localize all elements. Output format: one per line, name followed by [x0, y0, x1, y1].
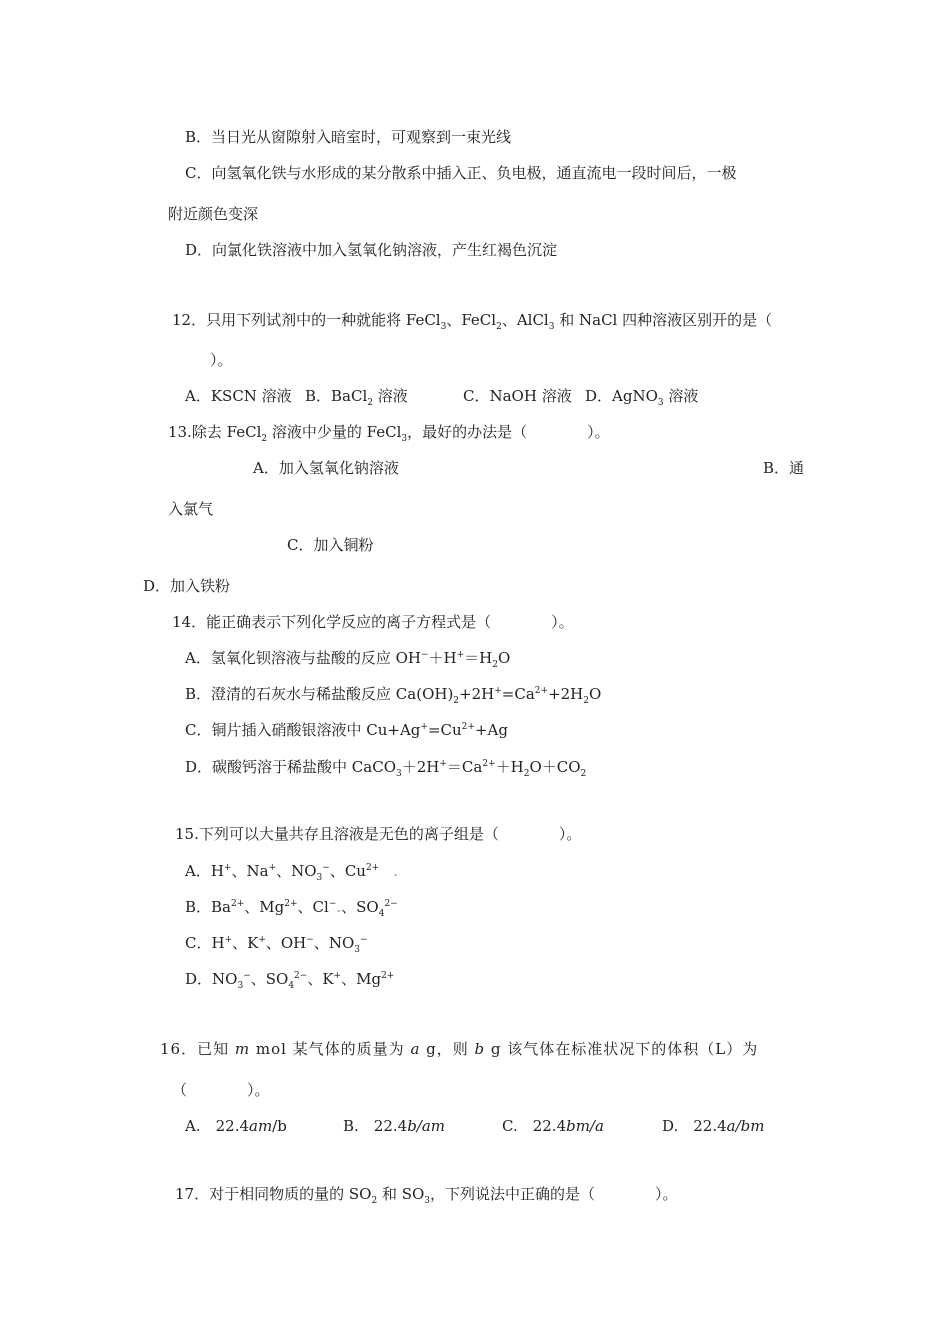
q16-stem-end: （ ）。: [172, 1081, 270, 1099]
q15-stem: 15.下列可以大量共存且溶液是无色的离子组是（ ）。: [175, 825, 582, 843]
q12-option-c: C．NaOH 溶液: [463, 387, 572, 405]
q14-option-d: D．碳酸钙溶于稀盐酸中 $CaCO_3+2H^+=Ca^{2+}+H_2O+CO_2$: [185, 758, 587, 779]
q13-option-c: C．加入铜粉: [287, 536, 374, 554]
q14-stem: 14．能正确表示下列化学反应的离子方程式是（ ）。: [172, 613, 574, 631]
q16-option-b: B. 22.4b/am: [343, 1117, 446, 1135]
q13-option-b-line1: B．通: [763, 459, 805, 477]
q13-option-b-line2: 入氯气: [168, 500, 214, 518]
q12-option-a: A．KSCN 溶液: [185, 387, 292, 405]
q13-stem: 13.除去 FeCl$_2$ 溶液中少量的 FeCl$_3$，最好的办法是（ ）。: [168, 423, 610, 444]
q16-option-d: D. 22.4a/bm: [662, 1117, 765, 1135]
q12-option-b: B．BaCl$_2$ 溶液: [305, 387, 408, 408]
q16-option-c: C. 22.4bm/a: [502, 1117, 604, 1135]
q11-option-d: D．向氯化铁溶液中加入氢氧化钠溶液，产生红褐色沉淀: [185, 241, 558, 259]
q14-option-b: B．澄清的石灰水与稀盐酸反应 $Ca(OH)_2+2H^+=Ca^{2+}+2H_2O$: [185, 685, 602, 706]
q14-option-c: C．铜片插入硝酸银溶液中 $Cu+Ag^+=Cu^{2+}+Ag$: [185, 721, 508, 739]
q11-option-b: B．当日光从窗隙射入暗室时，可观察到一束光线: [185, 128, 512, 146]
q11-option-c-line2: 附近颜色变深: [168, 205, 259, 223]
q15-option-b: B．$Ba^{2+}$、$Mg^{2+}$、Cl−.、$SO_4^{2-}$: [185, 898, 398, 919]
q13-option-d: D．加入铁粉: [143, 577, 231, 595]
q13-option-a: A．加入氢氧化钠溶液: [253, 459, 399, 477]
q14-option-a: A．氢氧化钡溶液与盐酸的反应 $OH^-+H^+=H_2O$: [185, 649, 511, 670]
q16-option-a: A. 22.4am/b: [185, 1117, 287, 1135]
q15-option-a: A．H+、Na+、$NO_3^-$、$Cu^{2+}$ .: [185, 862, 399, 883]
q12-stem-end: ）。: [210, 351, 233, 369]
q16-stem: 16．已知 m mol 某气体的质量为 a g，则 b g 该气体在标准状况下的体积（L）为: [160, 1040, 759, 1058]
q12-stem: 12．只用下列试剂中的一种就能将 FeCl$_3$、FeCl$_2$、AlCl$_3$ 和 NaCl 四种溶液区别开的是（: [172, 311, 773, 332]
q17-stem: 17．对于相同物质的量的 $SO_2$ 和 $SO_3$，下列说法中正确的是（ ）。: [175, 1185, 678, 1206]
q11-option-c-line1: C．向氢氧化铁与水形成的某分散系中插入正、负电极，通直流电一段时间后，一极: [185, 164, 737, 182]
q12-option-d: D．AgNO$_3$ 溶液: [585, 387, 699, 408]
q15-option-d: D．$NO_3^-$、$SO_4^{2-}$、K+、$Mg^{2+}$: [185, 970, 395, 991]
q15-option-c: C．H+、K+、OH−、$NO_3^-$: [185, 934, 368, 955]
